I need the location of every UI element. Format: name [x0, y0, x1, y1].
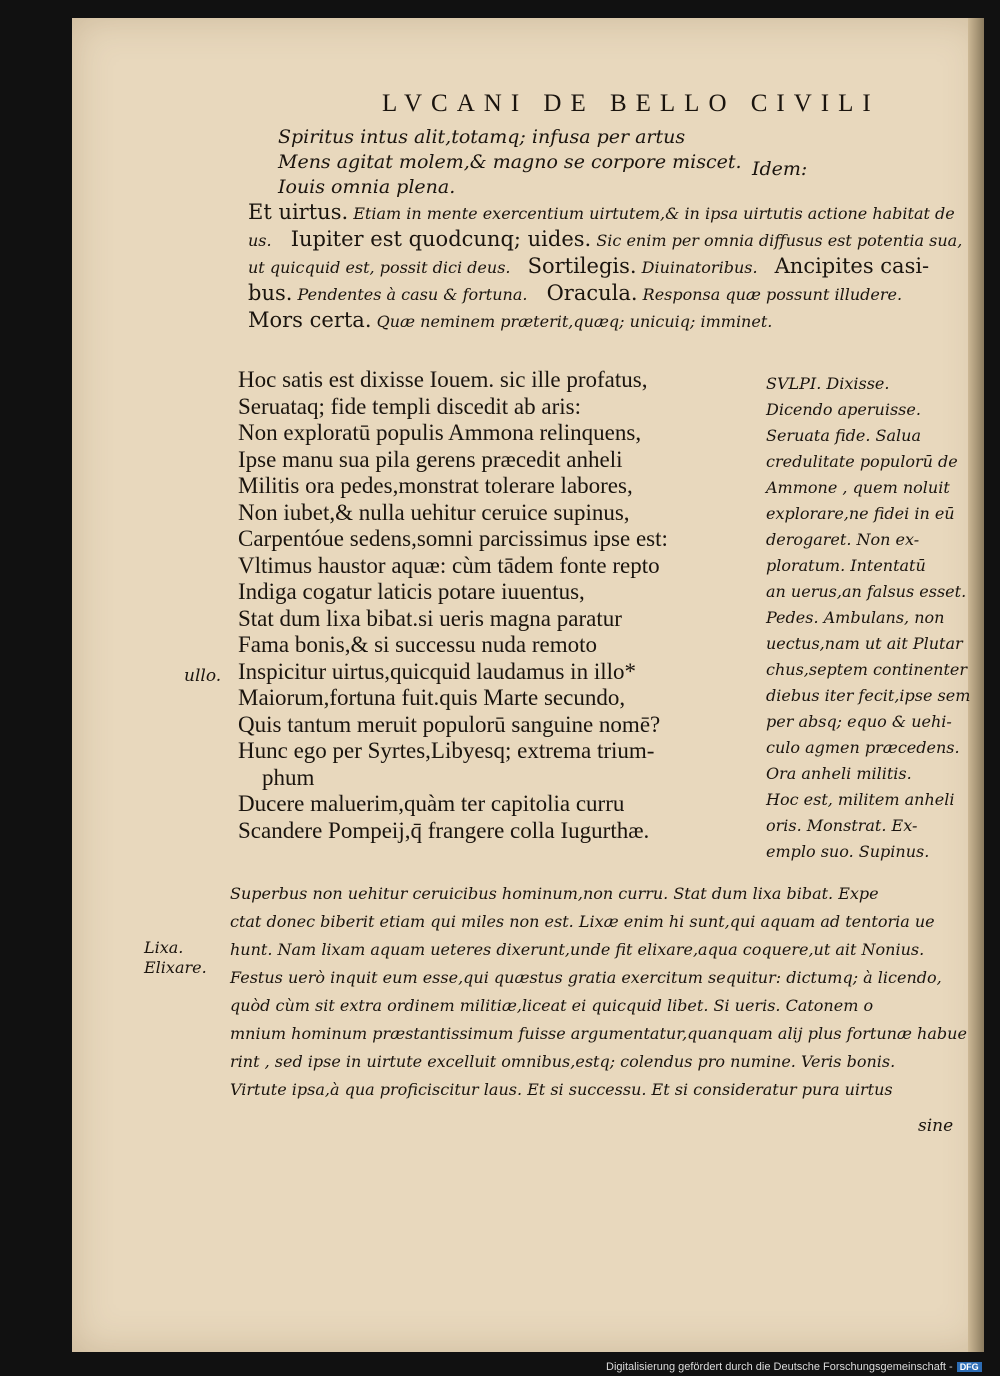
- commentary-line: Superbus non uehitur ceruicibus hominum,non curru. Stat dum lixa bibat. Expe: [230, 884, 879, 903]
- side-note-line: Dicendo aperuisse.: [766, 400, 921, 419]
- catchword: sine: [918, 1116, 954, 1136]
- side-note-line: Pedes. Ambulans, non: [766, 608, 945, 627]
- side-note-line: per absq; equo & uehi-: [766, 712, 952, 731]
- verse-line: Non iubet,& nulla uehitur ceruice supinus,: [238, 499, 630, 525]
- side-note-line: Hoc est, militem anheli: [766, 790, 955, 809]
- top-verse-line: Mens agitat molem,& magno se corpore miscet.: [278, 151, 742, 173]
- verse-line: Carpentóue sedens,somni parcissimus ipse est:: [238, 526, 668, 551]
- verse-line: Quis tantum meruit populorū sanguine nomē?: [238, 711, 661, 737]
- verse-line: Ipse manu sua pila gerens præcedit anheli: [238, 446, 623, 472]
- commentary-line: [248, 229, 978, 256]
- side-note-line: chus,septem continenter: [766, 660, 968, 679]
- side-note-line: diebus iter fecit,ipse sem: [766, 686, 971, 705]
- book-page: [72, 18, 984, 1352]
- top-verse-line: Spiritus intus alit,totamq; infusa per artus: [278, 126, 686, 148]
- side-note-line: emplo suo. Supinus.: [766, 842, 930, 861]
- commentary-line: hunt. Nam lixam aquam ueteres dixerunt,unde fit elixare,aqua coquere,ut ait Nonius.: [230, 940, 925, 959]
- commentary-lemma: Oracula.: [546, 281, 638, 305]
- verse-line: Inspicitur uirtus,quicquid laudamus in illo*: [238, 658, 636, 684]
- side-note-line: uectus,nam ut ait Plutar: [766, 634, 963, 653]
- commentary-gloss: Etiam in mente exercentium uirtutem,& in ipsa uirtutis actione habitat de: [353, 204, 955, 223]
- commentary-line: Virtute ipsa,à qua proficiscitur laus. Et si successu. Et si consideratur pura uirtus: [230, 1080, 893, 1099]
- verse-line: Indiga cogatur laticis potare iuuentus,: [238, 579, 585, 604]
- margin-note-ullo: ullo.: [184, 666, 222, 686]
- commentary-block-1: [248, 202, 978, 337]
- side-note-line: Ora anheli militis.: [766, 764, 912, 783]
- commentary-line: [248, 256, 978, 283]
- commentary-line: [248, 202, 978, 229]
- side-notes: [766, 376, 970, 870]
- commentary-line: [248, 310, 978, 337]
- commentary-lemma: Sortilegis.: [527, 254, 637, 278]
- verse-line: Ducere maluerim,quàm ter capitolia curru: [238, 791, 625, 816]
- verse-line: Hunc ego per Syrtes,Libyesq; extrema trium-: [238, 738, 655, 763]
- verse-line: Scandere Pompeij,q̄ frangere colla Iugurthæ.: [238, 817, 650, 843]
- commentary-lemma: bus.: [248, 281, 293, 305]
- verse-line: Fama bonis,& si successu nuda remoto: [238, 632, 598, 657]
- verse-line: Hoc satis est dixisse Iouem. sic ille profatus,: [238, 367, 648, 392]
- verse-line: Maiorum,fortuna fuit.quis Marte secundo,: [238, 685, 626, 710]
- commentary-line: quòd cùm sit extra ordinem militiæ,liceat ei quicquid libet. Si ueris. Catonem o: [230, 996, 874, 1015]
- side-note-line: culo agmen præcedens.: [766, 738, 960, 757]
- commentary-gloss: Pendentes à casu & fortuna.: [297, 285, 528, 304]
- verse-line: Stat dum lixa bibat.si ueris magna paratur: [238, 605, 622, 631]
- commentary-line: mnium hominum præstantissimum fuisse argumentatur,quanquam alij plus fortunæ habue: [230, 1024, 967, 1043]
- commentary-gloss: Diuinatoribus.: [641, 258, 758, 277]
- side-note-line: ploratum. Intentatū: [766, 556, 926, 575]
- top-verse: [278, 128, 742, 203]
- verse-line: Militis ora pedes,monstrat tolerare labores,: [238, 473, 633, 498]
- margin-note-line: Lixa.: [144, 938, 184, 957]
- verse-line: Non exploratū populis Ammona relinquens,: [238, 420, 642, 445]
- commentary-gloss: ut quicquid est, possit dici deus.: [248, 258, 511, 277]
- dfg-logo: DFG: [957, 1362, 982, 1372]
- commentary-lemma: Ancipites casi-: [774, 254, 930, 278]
- commentary-line: [248, 283, 978, 310]
- side-note-line: SVLPI. Dixisse.: [766, 374, 890, 393]
- top-verse-margin-note: Idem:: [752, 158, 808, 180]
- running-head: LVCANI DE BELLO CIVILI: [382, 90, 880, 117]
- commentary-gloss: Responsa quæ possunt illudere.: [642, 285, 903, 304]
- verse-line: phum: [262, 764, 315, 790]
- margin-note-lixa: [144, 940, 207, 980]
- commentary-gloss: Quæ neminem præterit,quæq; unicuiq; imminet.: [376, 312, 773, 331]
- commentary-block-2: [230, 884, 967, 1110]
- side-note-line: Seruata fide. Salua: [766, 426, 921, 445]
- verse-line: Seruataq; fide templi discedit ab aris:: [238, 393, 581, 419]
- margin-note-line: Elixare.: [144, 958, 207, 977]
- commentary-line: rint , sed ipse in uirtute excelluit omnibus,estq; colendus pro numine. Veris bonis.: [230, 1052, 896, 1071]
- footer-text: Digitalisierung gefördert durch die Deutsche Forschungsgemeinschaft -: [606, 1361, 953, 1373]
- commentary-line: ctat donec biberit etiam qui miles non est. Lixæ enim hi sunt,qui aquam ad tentoria ue: [230, 912, 935, 931]
- side-note-line: an uerus,an falsus esset.: [766, 582, 967, 601]
- top-verse-line: Iouis omnia plena.: [278, 176, 456, 198]
- side-note-line: derogaret. Non ex-: [766, 530, 920, 549]
- side-note-line: oris. Monstrat. Ex-: [766, 816, 918, 835]
- verse-line: Vltimus haustor aquæ: cùm tādem fonte repto: [238, 552, 660, 578]
- side-note-line: credulitate populorū de: [766, 452, 958, 471]
- main-verse: [238, 368, 668, 845]
- commentary-lemma: Et uirtus.: [248, 200, 349, 224]
- commentary-lemma: Mors certa.: [248, 308, 372, 332]
- digitization-footer: [606, 1361, 996, 1373]
- commentary-line: Festus uerò inquit eum esse,qui quæstus gratia exercitum sequitur: dictumq; à licendo,: [230, 968, 942, 987]
- side-note-line: Ammone , quem noluit: [766, 478, 950, 497]
- commentary-gloss: us.: [248, 231, 272, 250]
- side-note-line: explorare,ne fidei in eū: [766, 504, 955, 523]
- commentary-lemma: Iupiter est quodcunq; uides.: [290, 227, 592, 251]
- commentary-gloss: Sic enim per omnia diffusus est potentia sua,: [596, 231, 963, 250]
